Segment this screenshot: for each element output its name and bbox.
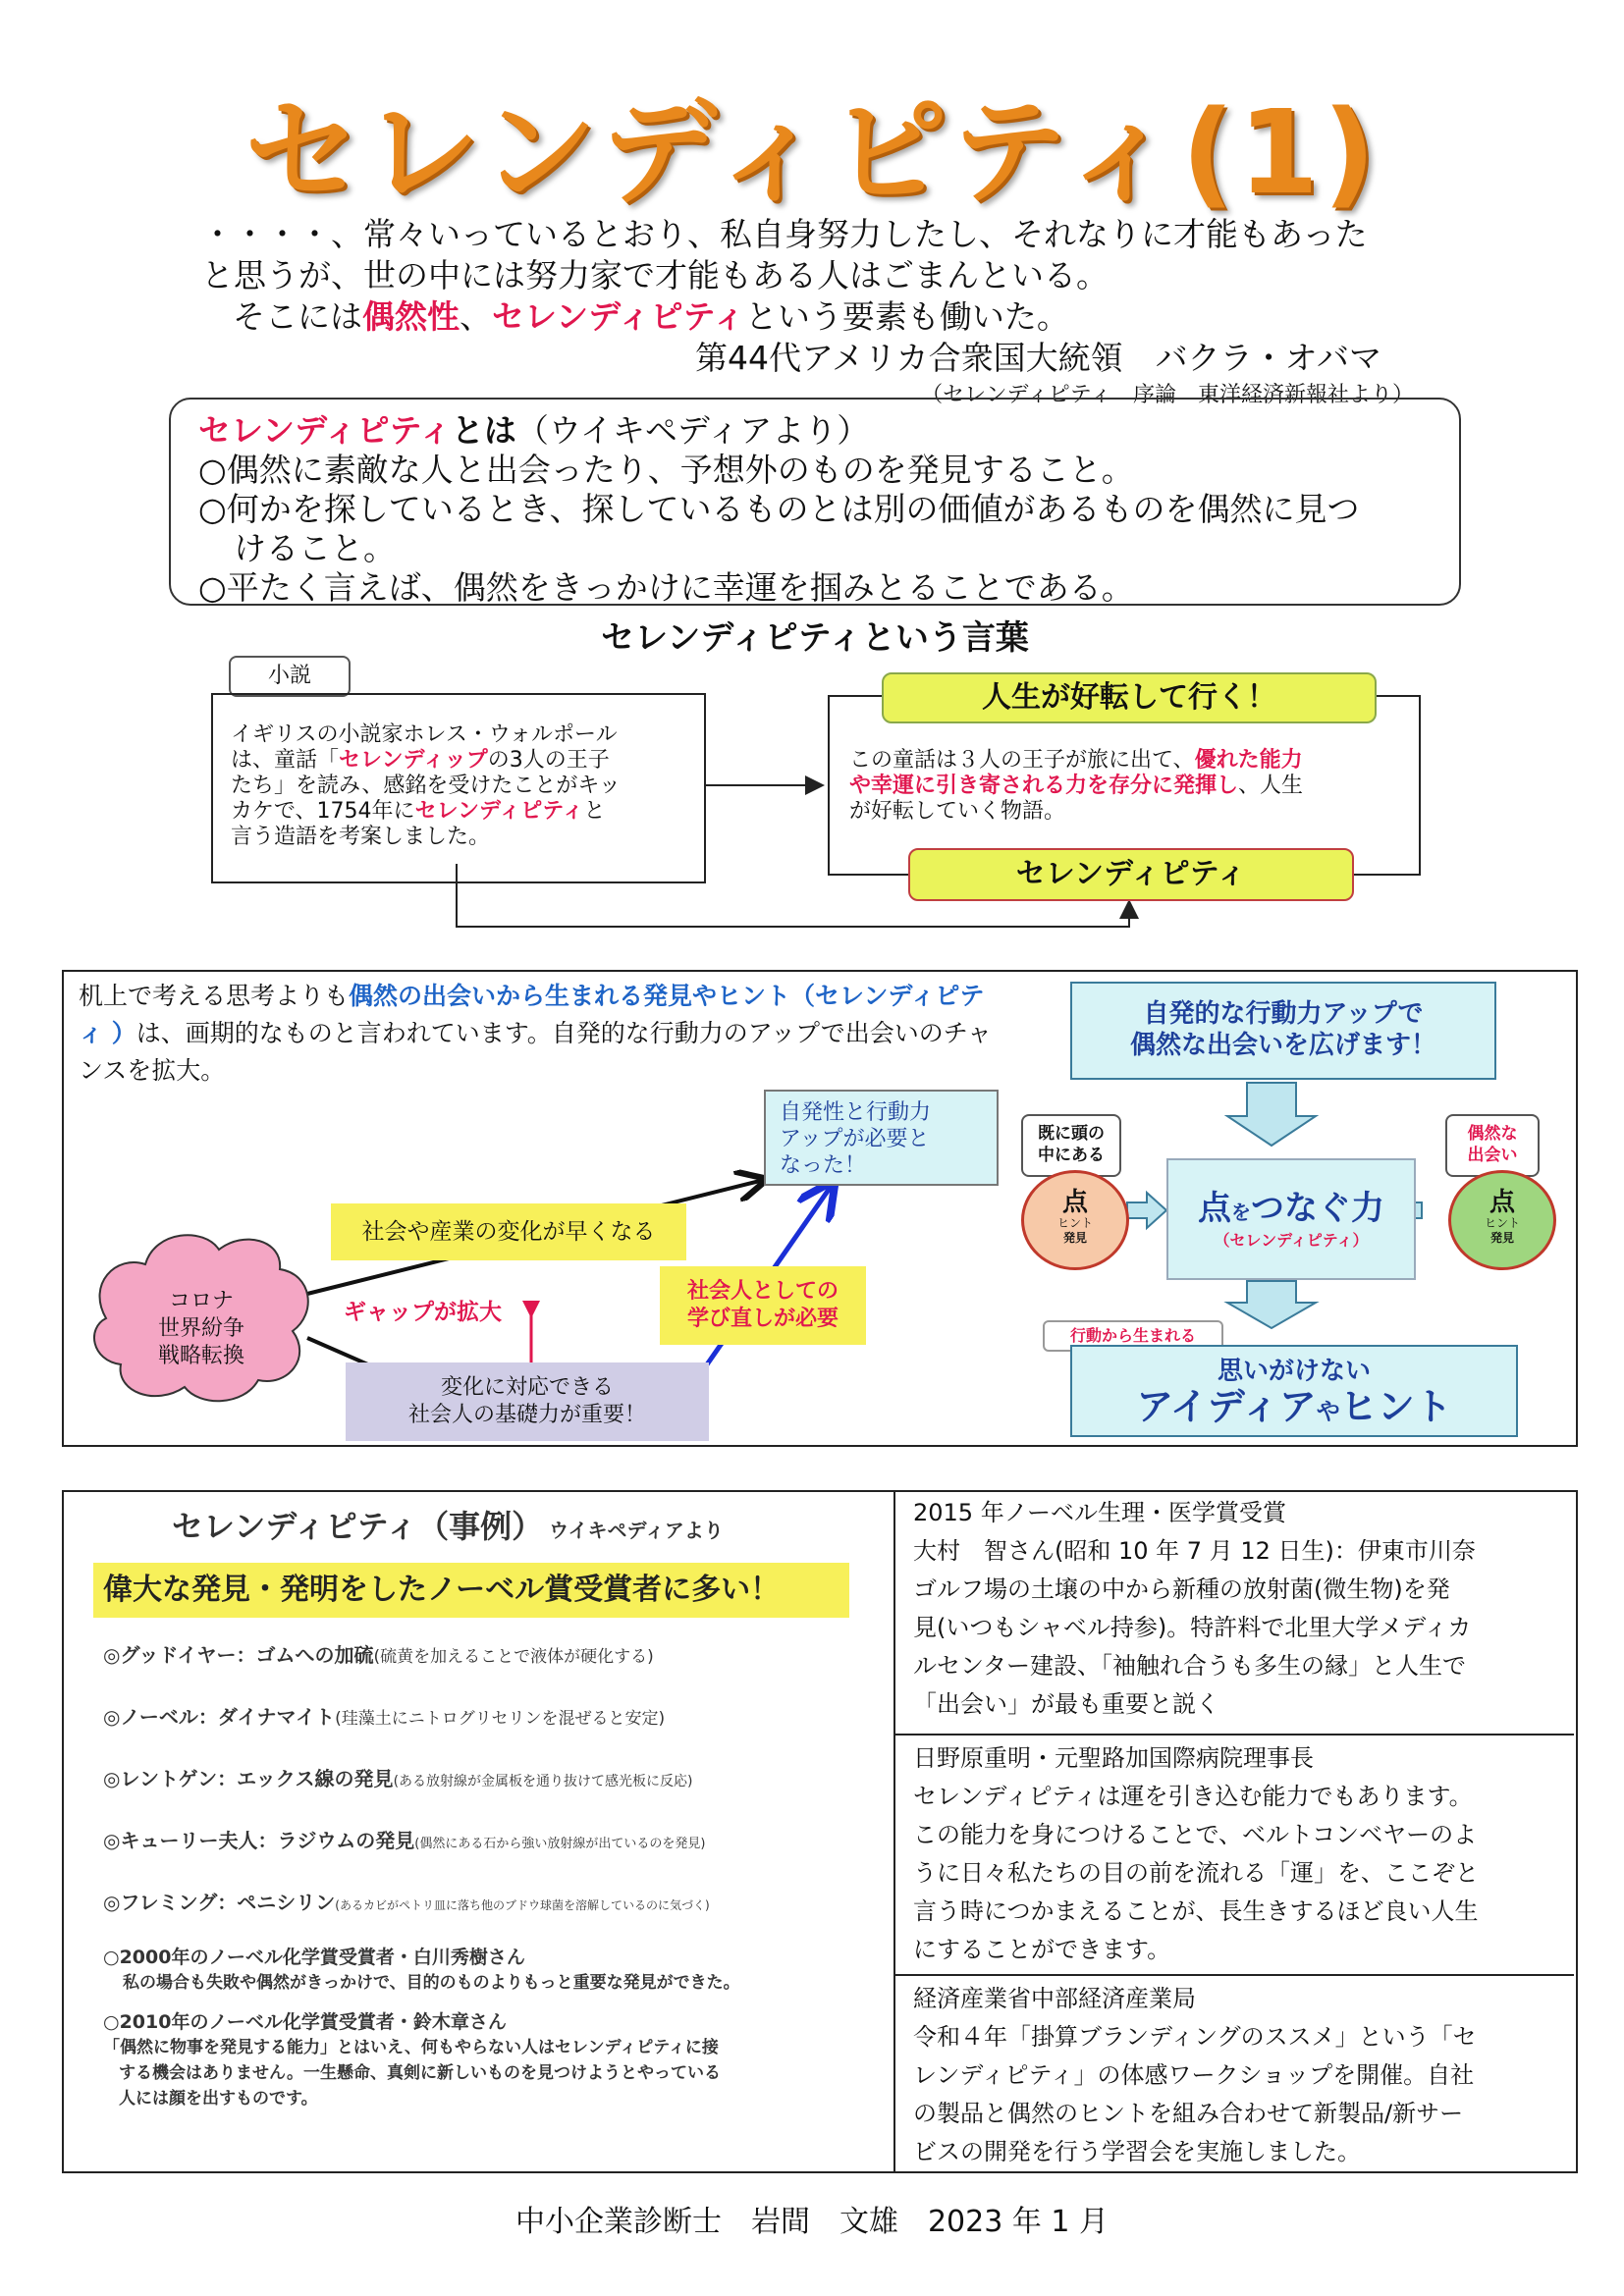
case-note: (硫黄を加えることで液体が硬化する) <box>373 1647 654 1667</box>
case-main: ◎キューリー夫人：ラジウムの発見 <box>103 1829 415 1852</box>
case-note: (ある放射線が金属板を通り抜けて感光板に反応) <box>393 1774 693 1789</box>
story-text <box>849 774 1409 799</box>
cell-line: ルセンター建設、「袖触れ合うも多生の縁」と人生で <box>913 1652 1467 1680</box>
ideas-text: 思いがけない <box>1217 1357 1371 1386</box>
quote-text: 、 <box>460 297 492 336</box>
novel-span: カケで、1754年に <box>231 799 415 824</box>
story-text <box>849 748 1409 774</box>
quote-highlight: セレンディピティ <box>492 297 745 336</box>
banner-life-improves: 人生が好転して行く！ <box>882 672 1377 723</box>
cell-line: この能力を身につけることで、ベルトコンベヤーのよ <box>913 1821 1478 1848</box>
definition-note: （ウイキペディアより） <box>515 411 870 450</box>
proactive-box <box>1070 982 1496 1080</box>
basic-skill-box <box>346 1362 709 1441</box>
cloud-text: コロナ <box>168 1289 234 1313</box>
mid-intro-highlight: 偶然の出会いから生まれる発見やヒント（セレンディピティ ） <box>79 982 985 1047</box>
right-arrow <box>1127 1193 1166 1228</box>
novel-text <box>231 748 692 774</box>
dot-sub: 発見 <box>1062 1231 1087 1245</box>
novel-span: の3人の王子 <box>487 748 610 773</box>
cases-title-text: セレンディピティ（事例） <box>172 1508 544 1545</box>
case-item <box>103 1639 879 1701</box>
connect-sub: （セレンディピティ） <box>1214 1231 1369 1250</box>
cell-line: にすることができます。 <box>913 1936 1171 1963</box>
word-heading: セレンディピティという言葉 <box>601 618 1029 658</box>
case-text: する機会はありません。一生懸命、真剣に新しいものを見つけようとやっている <box>119 2063 722 2083</box>
quote-highlight: 偶然性 <box>362 297 460 336</box>
connect-dots-box <box>1166 1158 1416 1280</box>
cell-line: 言う時につかまえることが、長生きするほど良い人生 <box>913 1897 1479 1925</box>
story-highlight: や幸運に引き寄される力を存分に発揮し <box>849 774 1239 798</box>
down-arrow <box>1227 1281 1316 1328</box>
case-note: (珪藻土にニトログリセリンを混ぜると安定) <box>335 1709 666 1729</box>
page-title: セレンディピティ(1) <box>244 84 1380 220</box>
action-tag: 行動から生まれる <box>1043 1320 1223 1352</box>
cell-line: の製品と偶然のヒントを組み合わせて新製品/新サー <box>913 2100 1464 2127</box>
case-item <box>103 1825 879 1887</box>
case-shirakawa <box>103 1945 879 1996</box>
definition-item: けること。 <box>234 529 396 567</box>
case-text: ○2000年のノーベル化学賞受賞者・白川秀樹さん <box>103 1947 525 1968</box>
case-suzuki <box>103 2009 879 2111</box>
dot-sub: 発見 <box>1489 1231 1514 1245</box>
cell-line: レンディピティ」の体感ワークショップを開催。自社 <box>913 2061 1475 2089</box>
mid-intro-text: は、画期的なものと言われています。自発的な行動力のアップで出会いのチャンスを拡大。 <box>79 1019 992 1085</box>
society-change-box: 社会や産業の変化が早くなる <box>331 1203 686 1260</box>
tag-text: 既に頭の <box>1038 1124 1105 1144</box>
connect-text: を <box>1231 1201 1251 1224</box>
quote-line: ・・・・、常々いっているとおり、私自身努力したし、それなりに才能もあった <box>201 215 1368 253</box>
case-cell-omura <box>895 1490 1574 1735</box>
case-text: 私の場合も失敗や偶然がきっかけで、目的のものよりもっと重要な発見ができた。 <box>123 1973 740 1993</box>
cell-line: 経済産業省中部経済産業局 <box>913 1985 1196 2012</box>
case-main: ◎グッドイヤー：ゴムへの加硫 <box>103 1643 374 1667</box>
ideas-text: や <box>1316 1398 1340 1425</box>
cloud-label <box>108 1288 295 1370</box>
novel-text: イギリスの小説家ホレス・ウォルポール <box>231 722 618 747</box>
case-cell-hinohara <box>895 1735 1574 1976</box>
cloud-text: 戦略転換 <box>157 1344 244 1368</box>
case-note: (あるカビがペトリ皿に落ち他のブドウ球菌を溶解しているのに気づく) <box>335 1898 710 1912</box>
novel-text: 言う造語を考案しました。 <box>231 825 491 849</box>
definition-term: セレンディピティ <box>198 411 452 450</box>
relearn-text: 学び直しが必要 <box>686 1307 839 1331</box>
cell-line: 大村 智さん(昭和 10 年 7 月 12 日生)：伊東市川奈 <box>913 1537 1476 1565</box>
unexpected-ideas-box <box>1070 1345 1518 1437</box>
case-text: 「偶然に物事を発見する能力」とはいえ、何もやらない人はセレンディピティに接 <box>103 2038 719 2057</box>
cell-line: うに日々私たちの目の前を流れる「運」を、ここぞと <box>913 1859 1479 1887</box>
cloud-text: 世界紛争 <box>157 1316 244 1341</box>
quote-text: という要素も働いた。 <box>744 297 1069 336</box>
mid-intro-text: 机上で考える思考よりも <box>79 982 350 1010</box>
quote-attribution: 第44代アメリカ合衆国大統領 バクラ・オバマ <box>694 339 1381 377</box>
dot-circle-right <box>1448 1170 1556 1270</box>
novel-span: は、童話「 <box>231 748 340 773</box>
cell-line: セレンディピティは運を引き込む能力でもあります。 <box>913 1783 1473 1810</box>
case-text: 人には顔を出すものです。 <box>119 2089 318 2109</box>
dot-sub: ヒント <box>1056 1216 1093 1230</box>
dot-sub: ヒント <box>1484 1216 1520 1230</box>
quote-source: （セレンディピティ 序論 東洋経済新報社より） <box>921 383 1414 407</box>
cell-line: ビスの開発を行う学習会を実施しました。 <box>913 2138 1361 2165</box>
case-item <box>103 1701 879 1763</box>
relearn-box <box>660 1266 866 1345</box>
case-main: ◎ノーベル：ダイナマイト <box>103 1705 336 1729</box>
need-text: なった！ <box>780 1153 867 1178</box>
connect-text: つなぐ力 <box>1251 1189 1384 1228</box>
definition-item: ○偶然に素敵な人と出会ったり、予想外のものを発見すること。 <box>198 451 1134 489</box>
cases-highlight: 偉大な発見・発明をしたノーベル賞受賞者に多い！ <box>93 1563 849 1618</box>
cell-line: 「出会い」が最も重要と説く <box>913 1690 1219 1718</box>
definition-item: ○何かを探しているとき、探しているものとは別の価値があるものを偶然に見つ <box>198 490 1360 528</box>
novel-span: と <box>583 799 606 824</box>
need-text: 自発性と行動力 <box>780 1100 932 1125</box>
ideas-text: アイディア <box>1136 1385 1317 1428</box>
ideas-text: ヒント <box>1339 1385 1452 1428</box>
novel-highlight: セレンディピティ <box>414 799 584 824</box>
cell-line: 2015 年ノーベル生理・医学賞受賞 <box>913 1499 1286 1526</box>
definition-label: とは <box>451 411 516 450</box>
tag-text: 偶然な <box>1467 1124 1518 1144</box>
chance-encounter-tag <box>1445 1114 1540 1177</box>
story-text: が好転していく物語。 <box>849 799 1066 824</box>
dot-label: 点 <box>1061 1188 1088 1217</box>
connect-text: 点 <box>1198 1189 1231 1228</box>
novel-box <box>211 693 706 883</box>
existing-knowledge-tag <box>1021 1114 1121 1177</box>
novel-text <box>231 799 692 825</box>
basic-skill-text: 変化に対応できる <box>440 1375 614 1400</box>
down-arrow <box>1227 1083 1316 1146</box>
definition-item: ○平たく言えば、偶然をきっかけに幸運を掴みとることである。 <box>198 568 1134 607</box>
cases-list <box>103 1639 879 2111</box>
cell-line: 令和４年「掛算ブランディングのススメ」という「セ <box>913 2023 1477 2051</box>
case-note: (偶然にある石から強い放射線が出ているのを発見) <box>414 1837 706 1851</box>
novel-tag: 小説 <box>229 656 351 697</box>
cell-line: 日野原重明・元聖路加国際病院理事長 <box>913 1744 1314 1772</box>
novel-text: たち」を読み、感銘を受けたことがキッ <box>231 774 621 798</box>
case-item <box>103 1887 879 1941</box>
case-main: ◎レントゲン：エックス線の発見 <box>103 1767 394 1790</box>
cases-title <box>172 1502 879 1547</box>
gap-label: ギャップが拡大 <box>344 1300 502 1325</box>
tag-text: 中にある <box>1038 1146 1105 1165</box>
proactive-text: 偶然な出会いを広げます！ <box>1129 1031 1436 1060</box>
need-box <box>764 1090 999 1186</box>
footer-author: 中小企業診断士 岩間 文雄 2023 年 1 月 <box>514 2205 1110 2239</box>
dot-label: 点 <box>1489 1188 1515 1217</box>
case-main: ◎フレミング：ペニシリン <box>103 1891 336 1914</box>
cell-line: ゴルフ場の土壌の中から新種の放射菌(微生物)を発 <box>913 1575 1450 1603</box>
case-text: ○2010年のノーベル化学賞受賞者・鈴木章さん <box>103 2011 507 2033</box>
quote-text: そこには <box>233 297 362 336</box>
cell-line: 見(いつもシャベル持参)。特許料で北里大学メディカ <box>913 1614 1472 1641</box>
tag-text: 出会い <box>1467 1146 1518 1165</box>
cases-title-note: ウイキペディアより <box>549 1519 724 1542</box>
story-span: 、人生 <box>1238 774 1304 798</box>
dot-circle-left <box>1021 1170 1129 1270</box>
need-text: アップが必要と <box>780 1127 930 1151</box>
story-span: この童話は３人の王子が旅に出て、 <box>849 748 1195 773</box>
basic-skill-text: 社会人の基礎力が重要！ <box>407 1403 646 1427</box>
story-highlight: 優れた能力 <box>1194 748 1303 773</box>
banner-serendipity: セレンディピティ <box>908 848 1354 901</box>
novel-highlight: セレンディップ <box>339 748 488 773</box>
relearn-text: 社会人としての <box>686 1279 839 1304</box>
case-item <box>103 1763 879 1825</box>
proactive-text: 自発的な行動力アップで <box>1143 999 1424 1029</box>
case-cell-meti <box>895 1976 1574 2169</box>
quote-line: と思うが、世の中には努力家で才能もある人はごまんといる。 <box>201 256 1109 294</box>
